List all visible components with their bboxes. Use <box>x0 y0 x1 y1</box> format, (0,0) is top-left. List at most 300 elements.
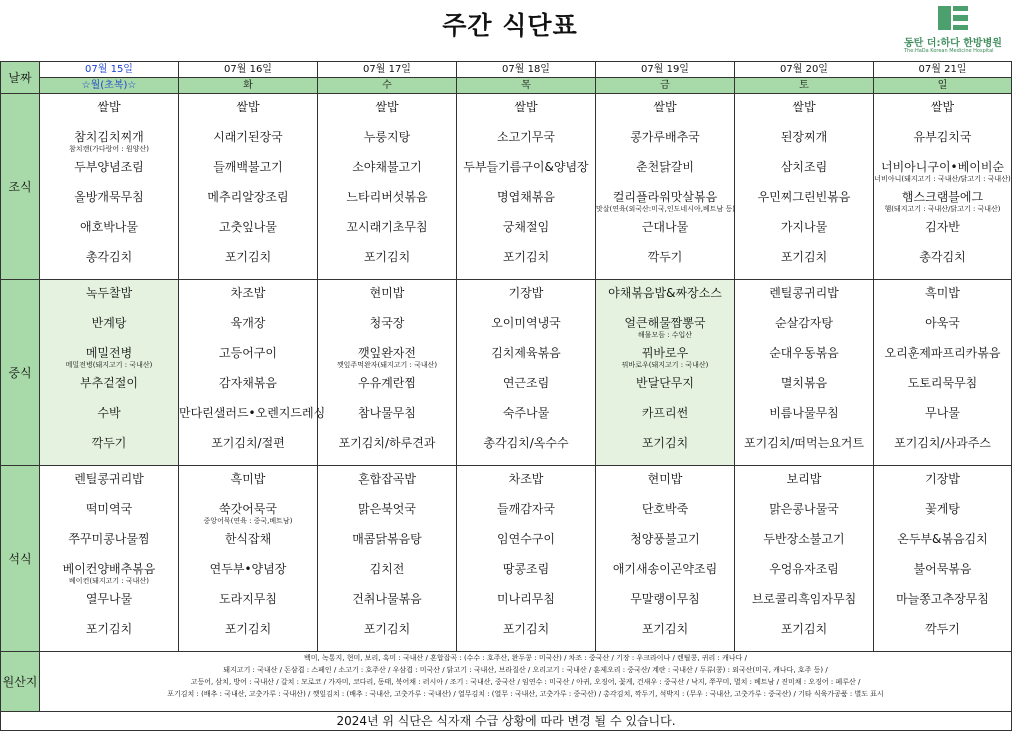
menu-item <box>179 189 317 219</box>
menu-item <box>457 99 595 129</box>
dish-name: 콩가루배추국 <box>630 130 700 144</box>
menu-list <box>179 280 326 465</box>
menu-item <box>318 219 456 249</box>
menu-list <box>596 94 734 279</box>
dish-name: 깻잎완자전 <box>358 346 416 360</box>
menu-item <box>40 315 178 345</box>
dish-origin-note: 맛살(연육(외국산:미국,인도네시아,베트남 등) <box>596 205 735 213</box>
dish-name: 열무나물 <box>85 592 133 606</box>
menu-item <box>179 531 317 561</box>
dish-name: 도라지무침 <box>219 592 277 606</box>
menu-list <box>179 466 317 651</box>
menu-item <box>735 405 873 435</box>
dish-name: 카프리썬 <box>641 406 689 420</box>
dish-name: 기장밥 <box>508 286 544 300</box>
dish-name: 두반장소불고기 <box>763 532 845 546</box>
day-cell: 금 <box>596 78 735 94</box>
menu-item <box>179 621 317 651</box>
breakfast-row <box>1 94 1012 280</box>
menu-item <box>179 435 317 465</box>
menu-item <box>596 501 734 531</box>
menu-item <box>318 471 456 501</box>
menu-item <box>596 345 734 375</box>
lunch-day-cell <box>457 280 596 466</box>
dish-name: 매콤닭볶음탕 <box>352 532 422 546</box>
menu-item <box>179 249 317 279</box>
date-cell: 07월 18일 <box>457 62 596 78</box>
date-header: 날짜 <box>1 62 40 94</box>
date-cell: 07월 17일 <box>318 62 457 78</box>
menu-item <box>318 159 456 189</box>
menu-list <box>318 280 456 465</box>
footer-note: 2024년 위 식단은 식자재 수급 상황에 따라 변경 될 수 있습니다. <box>1 712 1012 731</box>
dinner-day-cell <box>179 466 318 652</box>
lunch-day-cell <box>874 280 1012 466</box>
dish-name: 참치김치찌개 <box>74 130 144 144</box>
dish-name: 베이컨양배추볶음 <box>62 562 156 576</box>
dish-name: 쌀밥 <box>514 100 538 114</box>
dish-name: 느타리버섯볶음 <box>346 190 428 204</box>
menu-item <box>874 561 1011 591</box>
dish-name: 불어묵볶음 <box>913 562 972 576</box>
menu-item <box>735 561 873 591</box>
dinner-day-cell <box>318 466 457 652</box>
dinner-day-cell <box>457 466 596 652</box>
menu-item <box>179 501 317 531</box>
dish-name: 쑥갓어묵국 <box>219 502 277 516</box>
dish-name: 쌀밥 <box>930 100 955 114</box>
menu-item <box>457 219 595 249</box>
origin-line: 고등어, 삼치, 방어 : 국내산 / 갈치 : 모로코 / 가자미, 코다리, 동태, 북어채 : 러시아 / 조기 : 국내산, 중국산 / 임연수 : 미국산 / 아귀, 오징어, 꽃게, 건새우 : 중국산 / 낙지, 쭈꾸미, 멸치 : 베트남 / 진미채 : 오징어 : 페루산 / <box>190 678 861 686</box>
dish-name: 포기김치 <box>224 250 272 264</box>
origin-line: 포기김치 : (배추 : 국내산, 고춧가루 : 국내산) / 깻잎김치 : (배추 : 국내산, 고춧가루 : 국내산) / 열무김치 : (열무 : 국내산, 고춧가루 : 중국산) / 총각김치, 깍두기, 석박지 : (무우 : 국내산, 고춧가루 : 중국산) / 기타 식육가공품 : 별도 표시 <box>167 690 884 698</box>
menu-item <box>40 189 178 219</box>
lunch-day-cell <box>318 280 457 466</box>
dish-origin-note: 참치캔(가다랑어 : 원양산) <box>69 145 149 153</box>
dish-name: 근대나물 <box>641 220 689 234</box>
dish-name: 포기김치 <box>641 436 689 450</box>
menu-item <box>596 159 734 189</box>
day-cell: 목 <box>457 78 596 94</box>
menu-item <box>874 249 1011 279</box>
lunch-day-cell <box>40 280 179 466</box>
dinner-day-cell <box>735 466 874 652</box>
dish-name: 컬리플라워맛살볶음 <box>612 190 718 204</box>
menu-item <box>596 471 734 501</box>
dish-name: 총각김치 <box>919 250 966 264</box>
menu-item <box>318 345 456 375</box>
dish-name: 포기김치 <box>502 250 550 264</box>
menu-list <box>179 94 317 279</box>
dish-name: 혼합잡곡밥 <box>358 472 416 486</box>
menu-list <box>596 280 734 465</box>
menu-item <box>457 249 595 279</box>
dish-name: 흑미밥 <box>925 286 960 300</box>
dish-name: 포기김치/사과주스 <box>894 436 991 450</box>
dish-name: 꼬시래기초무침 <box>346 220 428 234</box>
date-row <box>1 62 1012 78</box>
menu-item <box>40 375 178 405</box>
menu-item <box>735 531 873 561</box>
dish-name: 소야채불고기 <box>352 160 422 174</box>
menu-list <box>596 466 734 651</box>
dish-name: 우민찌그린빈볶음 <box>757 190 851 204</box>
lunch-day-cell <box>596 280 735 466</box>
dish-name: 쭈꾸미콩나물찜 <box>68 532 150 546</box>
dish-name: 포기김치/하루견과 <box>338 436 436 450</box>
menu-item <box>179 99 317 129</box>
menu-item <box>596 435 734 465</box>
dish-name: 육개장 <box>230 316 266 330</box>
menu-item <box>318 315 456 345</box>
date-cell: 07월 21일 <box>874 62 1012 78</box>
menu-item <box>318 591 456 621</box>
menu-item <box>457 189 595 219</box>
dish-name: 맑은북엇국 <box>358 502 416 516</box>
menu-item <box>179 159 317 189</box>
dish-name: 기장밥 <box>925 472 960 486</box>
dish-name: 삼치조림 <box>780 160 828 174</box>
menu-item <box>874 375 1011 405</box>
lunch-row <box>1 280 1012 466</box>
menu-item <box>318 249 456 279</box>
dish-name: 총각김치/옥수수 <box>483 436 569 450</box>
date-cell: 07월 15일 <box>40 62 179 78</box>
menu-item <box>874 345 1011 375</box>
menu-list <box>735 280 873 465</box>
dish-name: 올방개묵무침 <box>74 190 144 204</box>
menu-item <box>179 591 317 621</box>
menu-item <box>596 99 734 129</box>
dish-name: 포기김치 <box>780 622 828 636</box>
menu-item <box>457 435 595 465</box>
menu-item <box>457 129 595 159</box>
day-cell: 수 <box>318 78 457 94</box>
dish-origin-note: 햄(돼지고기 : 국내산/닭고기 : 국내산) <box>884 205 1001 213</box>
dish-name: 만다린샐러드•오렌지드레싱 <box>179 406 326 420</box>
dish-name: 쌀밥 <box>653 100 677 114</box>
menu-item <box>40 621 178 651</box>
menu-item <box>40 435 178 465</box>
menu-item <box>40 561 178 591</box>
menu-item <box>40 471 178 501</box>
dish-name: 단호박죽 <box>641 502 689 516</box>
dish-name: 도토리묵무침 <box>907 376 978 390</box>
dish-name: 브로콜리흑임자무침 <box>751 592 857 606</box>
menu-item <box>874 219 1011 249</box>
dish-name: 감자채볶음 <box>219 376 277 390</box>
dish-name: 현미밥 <box>369 286 405 300</box>
menu-item <box>179 219 317 249</box>
menu-item <box>40 159 178 189</box>
menu-item <box>40 219 178 249</box>
dish-name: 연두부•양념장 <box>209 562 287 576</box>
breakfast-day-cell <box>457 94 596 280</box>
menu-item <box>40 405 178 435</box>
menu-item <box>735 471 873 501</box>
menu-list <box>40 466 178 651</box>
dish-name: 김자반 <box>925 220 960 234</box>
dish-name: 청양풍불고기 <box>630 532 700 546</box>
menu-item <box>596 189 734 219</box>
menu-item <box>318 405 456 435</box>
dish-name: 얼큰해물짬뽕국 <box>624 316 706 330</box>
dish-origin-note: 베이컨(돼지고기 : 국내산) <box>69 577 149 585</box>
menu-list <box>874 280 1011 465</box>
dish-name: 가지나물 <box>780 220 828 234</box>
dish-name: 녹두찰밥 <box>85 286 133 300</box>
date-cell: 07월 16일 <box>179 62 318 78</box>
menu-item <box>457 621 595 651</box>
dish-name: 순살감자탕 <box>775 316 833 330</box>
day-cell: 토 <box>735 78 874 94</box>
menu-item <box>735 249 873 279</box>
menu-item <box>457 531 595 561</box>
menu-list <box>735 466 873 651</box>
dinner-day-cell <box>874 466 1012 652</box>
menu-item <box>457 159 595 189</box>
menu-item <box>735 591 873 621</box>
logo-name: 동탄 더:하다 한방병원 <box>904 38 1002 49</box>
menu-item <box>40 249 178 279</box>
menu-item <box>179 471 317 501</box>
dish-name: 쌀밥 <box>236 100 260 114</box>
menu-item <box>318 285 456 315</box>
menu-list <box>457 466 595 651</box>
dish-name: 맑은콩나물국 <box>769 502 839 516</box>
menu-item <box>596 375 734 405</box>
dish-name: 차조밥 <box>230 286 266 300</box>
menu-item <box>735 285 873 315</box>
menu-item <box>735 99 873 129</box>
menu-list <box>40 280 178 465</box>
menu-item <box>318 375 456 405</box>
dish-name: 포기김치 <box>641 622 689 636</box>
menu-item <box>318 435 456 465</box>
dish-name: 애호박나물 <box>80 220 138 234</box>
dish-name: 연근조림 <box>502 376 550 390</box>
breakfast-day-cell <box>40 94 179 280</box>
dish-name: 총각김치 <box>85 250 133 264</box>
menu-item <box>596 405 734 435</box>
weekly-menu-table <box>0 61 1012 731</box>
menu-item <box>40 501 178 531</box>
dish-name: 포기김치 <box>85 622 133 636</box>
dish-name: 반계탕 <box>91 316 127 330</box>
dish-name: 우유계란찜 <box>358 376 416 390</box>
menu-list <box>874 94 1011 279</box>
menu-item <box>179 561 317 591</box>
dish-name: 참나물무침 <box>358 406 416 420</box>
dish-name: 포기김치 <box>780 250 828 264</box>
dish-name: 오이미역냉국 <box>491 316 561 330</box>
breakfast-day-cell <box>318 94 457 280</box>
dish-origin-note: 너비아니(돼지고기 : 국내산/닭고기 : 국내산) <box>874 175 1011 183</box>
origin-info <box>40 652 1012 712</box>
menu-item <box>40 285 178 315</box>
menu-item <box>596 591 734 621</box>
menu-item <box>457 285 595 315</box>
menu-item <box>596 531 734 561</box>
menu-item <box>318 531 456 561</box>
menu-list <box>735 94 873 279</box>
dish-name: 된장찌개 <box>780 130 828 144</box>
menu-item <box>457 501 595 531</box>
menu-list <box>457 280 595 465</box>
dish-name: 깍두기 <box>925 622 960 636</box>
dish-name: 김치제육볶음 <box>491 346 561 360</box>
dish-name: 부추겉절이 <box>80 376 138 390</box>
dish-name: 고춧잎나물 <box>219 220 277 234</box>
menu-item <box>457 315 595 345</box>
day-row <box>1 78 1012 94</box>
menu-item <box>874 501 1011 531</box>
dish-name: 유부김치국 <box>913 130 972 144</box>
origin-line: 백미, 녹통지, 현미, 보리, 흑미 : 국내산 / 혼합잡곡 : (수수 : 호주산, 완두콩 : 미국산) / 차조 : 중국산 / 기장 : 우크라이나 / 렌틸콩, 귀리 : 캐나다 / <box>304 654 747 662</box>
dish-name: 메추리알장조림 <box>207 190 289 204</box>
menu-item <box>318 621 456 651</box>
menu-item <box>457 561 595 591</box>
menu-item <box>735 189 873 219</box>
dish-name: 숙주나물 <box>502 406 550 420</box>
menu-item <box>40 591 178 621</box>
menu-item <box>596 285 734 315</box>
day-cell: ☆월(초복)☆ <box>40 78 179 94</box>
breakfast-day-cell <box>735 94 874 280</box>
dish-name: 들깨백불고기 <box>213 160 283 174</box>
menu-item <box>735 315 873 345</box>
dish-origin-note: 꿔바로우(돼지고기 : 국내산) <box>621 361 709 369</box>
dinner-header: 석식 <box>1 466 40 652</box>
menu-item <box>457 405 595 435</box>
menu-item <box>179 375 317 405</box>
dish-name: 궁채절임 <box>502 220 550 234</box>
menu-item <box>457 345 595 375</box>
menu-item <box>735 129 873 159</box>
dish-name: 무말랭이무침 <box>630 592 700 606</box>
menu-item <box>318 129 456 159</box>
footer-row <box>1 712 1012 731</box>
menu-item <box>179 345 317 375</box>
menu-item <box>874 189 1011 219</box>
menu-item <box>874 129 1011 159</box>
menu-item <box>179 405 326 435</box>
menu-list <box>318 94 456 279</box>
menu-item <box>179 285 317 315</box>
menu-item <box>735 219 873 249</box>
dish-name: 아욱국 <box>925 316 960 330</box>
dish-name: 포기김치 <box>363 250 411 264</box>
menu-list <box>457 94 595 279</box>
menu-list <box>40 94 178 279</box>
menu-item <box>735 159 873 189</box>
dish-name: 춘천닭갈비 <box>636 160 694 174</box>
menu-item <box>874 591 1011 621</box>
origin-row <box>1 652 1012 712</box>
menu-item <box>735 501 873 531</box>
dish-name: 한식잡채 <box>224 532 272 546</box>
dish-name: 우엉유자조림 <box>769 562 839 576</box>
menu-item <box>596 249 734 279</box>
dish-name: 건취나물볶음 <box>352 592 422 606</box>
dish-name: 포기김치 <box>502 622 550 636</box>
day-cell: 일 <box>874 78 1012 94</box>
dish-name: 포기김치 <box>363 622 411 636</box>
menu-item <box>735 375 873 405</box>
dish-name: 떡미역국 <box>85 502 133 516</box>
dish-name: 흑미밥 <box>230 472 266 486</box>
dish-name: 포기김치 <box>224 622 272 636</box>
menu-item <box>318 501 456 531</box>
breakfast-day-cell <box>596 94 735 280</box>
dinner-row <box>1 466 1012 652</box>
dish-name: 햄스크램블에그 <box>901 190 984 204</box>
menu-item <box>596 129 734 159</box>
dish-name: 쌀밥 <box>792 100 816 114</box>
menu-list <box>874 466 1011 651</box>
dish-name: 두부양념조림 <box>74 160 144 174</box>
dish-name: 쌀밥 <box>375 100 399 114</box>
menu-item <box>874 435 1011 465</box>
menu-item <box>596 219 734 249</box>
date-cell: 07월 19일 <box>596 62 735 78</box>
dish-name: 깍두기 <box>647 250 683 264</box>
day-cell: 화 <box>179 78 318 94</box>
dinner-day-cell <box>596 466 735 652</box>
dish-name: 오리훈제파프리카볶음 <box>884 346 1001 360</box>
dish-name: 렌틸콩귀리밥 <box>769 286 839 300</box>
dish-name: 순대우동볶음 <box>769 346 839 360</box>
dish-name: 포기김치/떠먹는요거트 <box>744 436 864 450</box>
dish-name: 반달단무지 <box>636 376 694 390</box>
dinner-day-cell <box>40 466 179 652</box>
dish-origin-note: 깻잎주먹완자(돼지고기 : 국내산) <box>336 361 438 369</box>
menu-item <box>874 621 1011 651</box>
dish-name: 온두부&볶음김치 <box>897 532 988 546</box>
menu-item <box>40 129 178 159</box>
dish-name: 소고기무국 <box>497 130 555 144</box>
dish-name: 차조밥 <box>508 472 544 486</box>
dish-name: 임연수구이 <box>497 532 555 546</box>
dish-name: 야채볶음밥&짜장소스 <box>608 286 722 300</box>
dish-name: 들깨감자국 <box>497 502 555 516</box>
dish-name: 멸치볶음 <box>780 376 828 390</box>
dish-name: 무나물 <box>925 406 960 420</box>
breakfast-day-cell <box>179 94 318 280</box>
dish-name: 현미밥 <box>647 472 683 486</box>
menu-item <box>735 435 873 465</box>
menu-item <box>179 315 317 345</box>
menu-item <box>318 189 456 219</box>
dish-name: 메밀전병 <box>85 346 133 360</box>
menu-item <box>457 375 595 405</box>
dish-name: 수박 <box>97 406 121 420</box>
dish-name: 미나리무침 <box>497 592 555 606</box>
dish-origin-note: 해물모듬 : 수입산 <box>637 331 693 339</box>
dish-name: 마늘쫑고추장무침 <box>896 592 989 606</box>
dish-name: 꽃게탕 <box>925 502 960 516</box>
origin-header: 원산지 <box>1 652 40 712</box>
lunch-day-cell <box>735 280 874 466</box>
menu-item <box>40 531 178 561</box>
menu-item <box>874 315 1011 345</box>
dish-name: 비름나물무침 <box>769 406 839 420</box>
dish-name: 김치전 <box>369 562 405 576</box>
menu-item <box>596 561 734 591</box>
logo-mark-icon <box>938 6 968 30</box>
menu-item <box>874 405 1011 435</box>
dish-name: 시래기된장국 <box>213 130 283 144</box>
